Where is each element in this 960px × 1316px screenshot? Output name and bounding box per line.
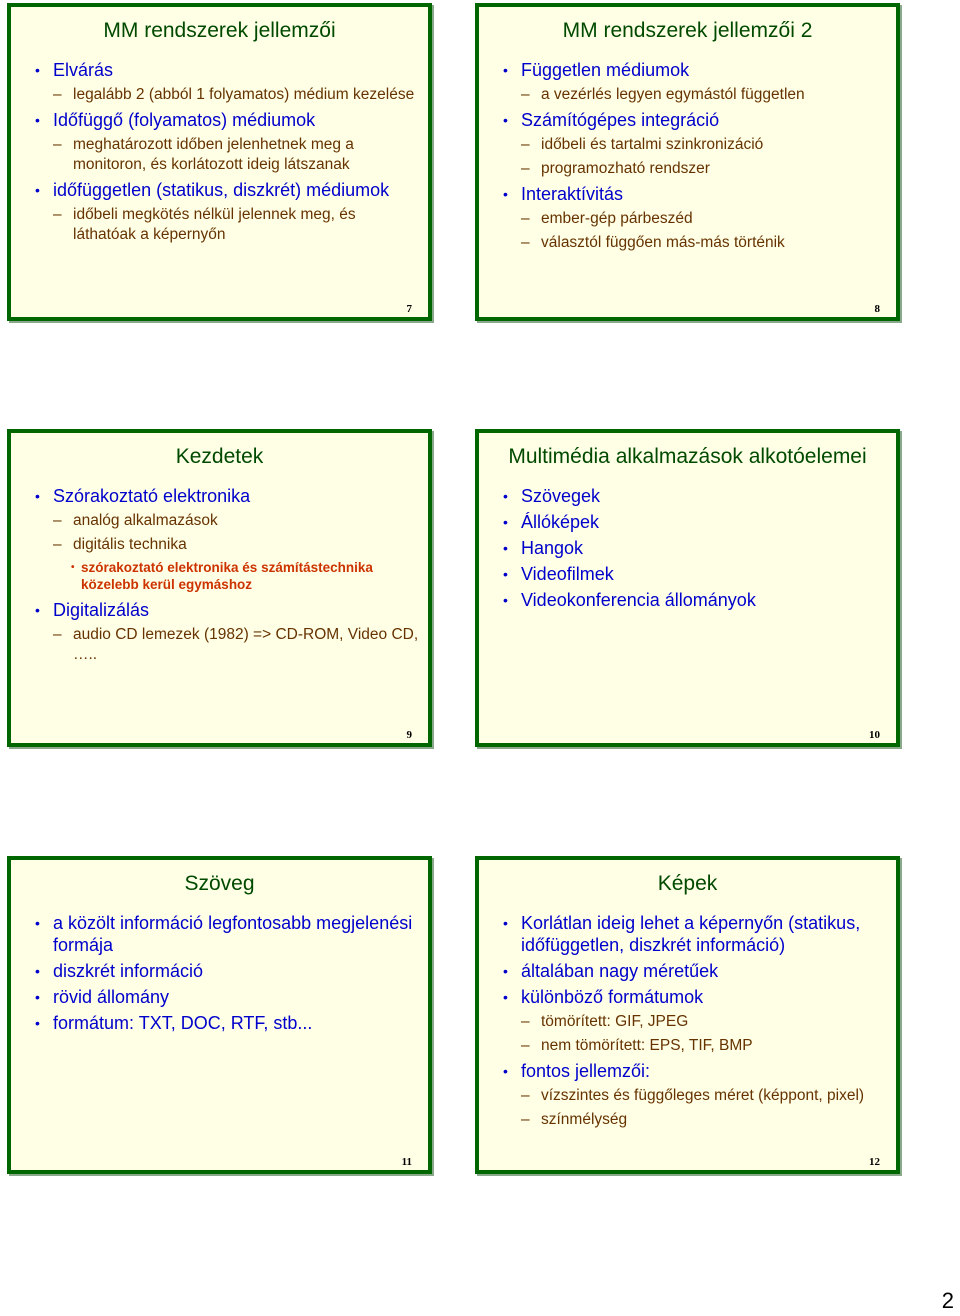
sub-bullet-item: – időbeli és tartalmi szinkronizáció bbox=[497, 135, 888, 155]
bullet-item: • Állóképek bbox=[497, 511, 888, 533]
slide-8 bbox=[475, 3, 900, 321]
sub-bullet-item: – legalább 2 (abból 1 folyamatos) médium kezelése bbox=[29, 85, 420, 105]
sub-bullet-item: – audio CD lemezek (1982) => CD-ROM, Video CD, ….. bbox=[29, 625, 420, 665]
bullet-item: • különböző formátumok bbox=[497, 986, 888, 1008]
bullet-item: • Korlátlan ideig lehet a képernyőn (statikus, időfüggetlen, diszkrét információ) bbox=[497, 912, 888, 956]
bullet-item: • Interaktívitás bbox=[497, 183, 888, 205]
slide-title: Képek bbox=[657, 872, 718, 895]
slide-number: 10 bbox=[869, 729, 880, 741]
sub-bullet-item: – programozható rendszer bbox=[497, 159, 888, 179]
sub-bullet-item: – színmélység bbox=[497, 1110, 888, 1130]
sub-bullet-item: – vízszintes és függőleges méret (képpont, pixel) bbox=[497, 1086, 888, 1106]
slide-number: 11 bbox=[401, 1156, 412, 1168]
bullet-item: • Számítógépes integráció bbox=[497, 109, 888, 131]
bullet-item: • Szórakoztató elektronika bbox=[29, 485, 420, 507]
slide-number: 9 bbox=[406, 729, 412, 741]
slide-body bbox=[29, 485, 420, 669]
slide-body bbox=[497, 59, 888, 257]
bullet-item: • általában nagy méretűek bbox=[497, 960, 888, 982]
sub-bullet-item: – digitális technika bbox=[29, 535, 420, 555]
sub-bullet-item: – a vezérlés legyen egymástól független bbox=[497, 85, 888, 105]
sub-bullet-item: – analóg alkalmazások bbox=[29, 511, 420, 531]
slide-number: 12 bbox=[869, 1156, 880, 1168]
bullet-item: • Videokonferencia állományok bbox=[497, 589, 888, 611]
sub-bullet-item: – meghatározott időben jelenhetnek meg a monitoron, és korlátozott ideig látszanak bbox=[29, 135, 420, 175]
sub-bullet-item: – választól függően más-más történik bbox=[497, 233, 888, 253]
bullet-item: • a közölt információ legfontosabb megjelenési formája bbox=[29, 912, 420, 956]
slide-7 bbox=[7, 3, 432, 321]
sub-bullet-item: – ember-gép párbeszéd bbox=[497, 209, 888, 229]
slide-11 bbox=[7, 856, 432, 1174]
slide-title: Multimédia alkalmazások alkotóelemei bbox=[508, 445, 867, 468]
bullet-item: • rövid állomány bbox=[29, 986, 420, 1008]
bullet-item: • Elvárás bbox=[29, 59, 420, 81]
bullet-item: • Időfüggő (folyamatos) médiumok bbox=[29, 109, 420, 131]
sub-bullet-item: – időbeli megkötés nélkül jelennek meg, és láthatóak a képernyőn bbox=[29, 205, 420, 245]
slide-12 bbox=[475, 856, 900, 1174]
bullet-item: • Hangok bbox=[497, 537, 888, 559]
bullet-item: • Videofilmek bbox=[497, 563, 888, 585]
slide-number: 8 bbox=[874, 303, 880, 315]
bullet-item: • időfüggetlen (statikus, diszkrét) médiumok bbox=[29, 179, 420, 201]
slide-body bbox=[29, 59, 420, 249]
bullet-item: • Digitalizálás bbox=[29, 599, 420, 621]
bullet-item: • diszkrét információ bbox=[29, 960, 420, 982]
bullet-item: • fontos jellemzői: bbox=[497, 1060, 888, 1082]
slide-body bbox=[29, 912, 420, 1038]
slide-9 bbox=[7, 429, 432, 747]
bullet-item: • formátum: TXT, DOC, RTF, stb... bbox=[29, 1012, 420, 1034]
page-number: 2 bbox=[941, 1288, 954, 1313]
bullet-item: • Szövegek bbox=[497, 485, 888, 507]
slide-title: Szöveg bbox=[184, 872, 255, 895]
slide-title: MM rendszerek jellemzői bbox=[103, 19, 336, 42]
sub-bullet-item: – tömörített: GIF, JPEG bbox=[497, 1012, 888, 1032]
slide-title: Kezdetek bbox=[175, 445, 264, 468]
slide-body bbox=[497, 912, 888, 1134]
slide-10 bbox=[475, 429, 900, 747]
slide-body bbox=[497, 485, 888, 615]
bullet-item: • Független médiumok bbox=[497, 59, 888, 81]
slide-number: 7 bbox=[406, 303, 412, 315]
sub-sub-bullet-item: • szórakoztató elektronika és számítástechnika közelebb kerül egymáshoz bbox=[29, 559, 420, 593]
sub-bullet-item: – nem tömörített: EPS, TIF, BMP bbox=[497, 1036, 888, 1056]
slide-title: MM rendszerek jellemzői 2 bbox=[562, 19, 813, 42]
